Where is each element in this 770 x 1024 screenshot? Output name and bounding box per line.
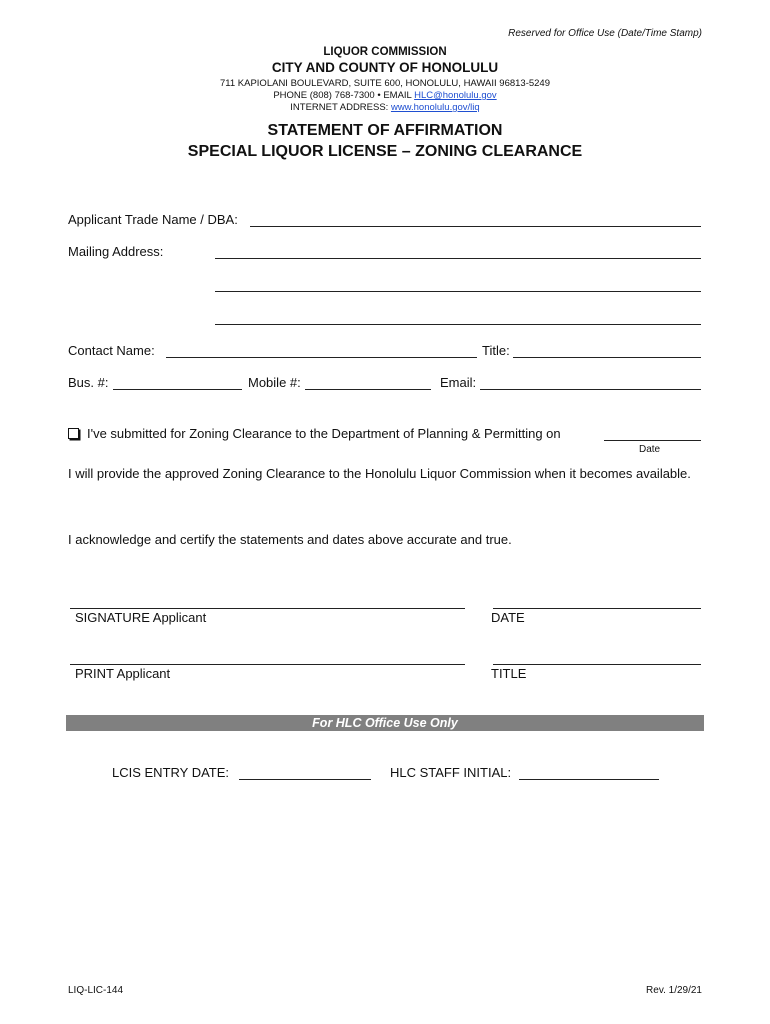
office-use-label: For HLC Office Use Only (312, 716, 458, 730)
web-line (0, 102, 770, 113)
mobile-label: Mobile #: (248, 375, 301, 390)
page-subtitle: SPECIAL LIQUOR LICENSE – ZONING CLEARANCE (187, 143, 583, 160)
mailing-address-label: Mailing Address: (68, 244, 164, 259)
bus-phone-field[interactable] (113, 389, 242, 390)
form-id: LIQ-LIC-144 (68, 985, 124, 996)
print-label: PRINT Applicant (75, 666, 171, 681)
print-title-field[interactable] (493, 664, 701, 665)
date-label: DATE (491, 610, 525, 625)
provide-statement: I will provide the approved Zoning Clearance to the Honolulu Liquor Commission when it becomes available. (68, 466, 691, 481)
email-label: Email: (440, 375, 477, 390)
phone-text: PHONE (808) 768-7300 • EMAIL (273, 90, 415, 101)
mailing-address-field-1[interactable] (215, 258, 701, 259)
mailing-address-field-3[interactable] (215, 324, 701, 325)
contact-line (0, 90, 770, 101)
submission-date-field[interactable] (604, 440, 701, 441)
org-name: LIQUOR COMMISSION (323, 46, 447, 58)
zoning-submitted-row (68, 426, 561, 441)
zoning-submitted-checkbox[interactable] (68, 428, 79, 439)
contact-name-label: Contact Name: (68, 343, 155, 358)
mobile-field[interactable] (305, 389, 431, 390)
page-title: STATEMENT OF AFFIRMATION (267, 122, 503, 139)
email-field[interactable] (480, 389, 701, 390)
signature-date-field[interactable] (493, 608, 701, 609)
title-field[interactable] (513, 357, 701, 358)
lcis-entry-field[interactable] (239, 779, 371, 780)
trade-name-label: Applicant Trade Name / DBA: (68, 212, 238, 227)
mailing-address-field-2[interactable] (215, 291, 701, 292)
website-link[interactable]: www.honolulu.gov/liq (390, 102, 480, 113)
trade-name-field[interactable] (250, 226, 701, 227)
acknowledge-statement: I acknowledge and certify the statements and dates above accurate and true. (68, 532, 512, 547)
print-name-field[interactable] (70, 664, 465, 665)
contact-name-field[interactable] (166, 357, 477, 358)
title-label: Title: (482, 343, 510, 358)
staff-initial-field[interactable] (519, 779, 659, 780)
street-address: 711 KAPIOLANI BOULEVARD, SUITE 600, HONOLULU, HAWAII 96813-5249 (220, 78, 550, 89)
office-use-bar (66, 715, 704, 731)
staff-initial-label: HLC STAFF INITIAL: (390, 765, 512, 780)
email-link[interactable]: HLC@honolulu.gov (414, 90, 497, 101)
title-sign-label: TITLE (491, 666, 527, 681)
zoning-submitted-text: I've submitted for Zoning Clearance to the Department of Planning & Permitting on (87, 426, 561, 441)
signature-field[interactable] (70, 608, 465, 609)
date-caption: Date (639, 444, 661, 455)
city-name: CITY AND COUNTY OF HONOLULU (271, 60, 499, 75)
bus-phone-label: Bus. #: (68, 375, 109, 390)
web-label: INTERNET ADDRESS: (290, 102, 391, 113)
revision-date: Rev. 1/29/21 (646, 985, 702, 996)
signature-label: SIGNATURE Applicant (75, 610, 207, 625)
lcis-entry-label: LCIS ENTRY DATE: (112, 765, 230, 780)
office-use-note: Reserved for Office Use (Date/Time Stamp) (508, 28, 702, 39)
